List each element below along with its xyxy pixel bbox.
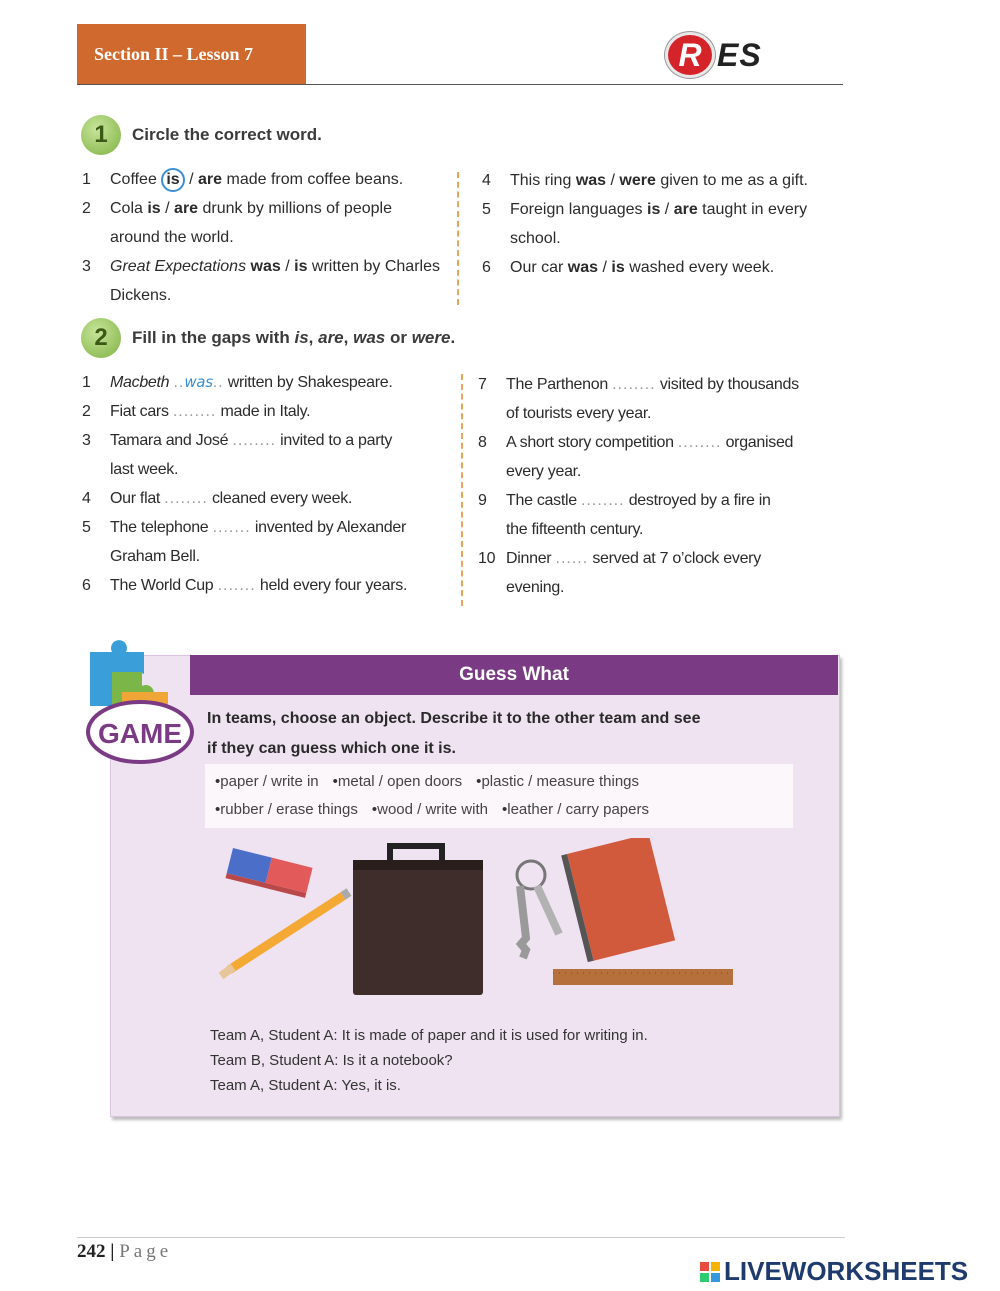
option-word[interactable]: is	[647, 201, 661, 218]
exercise-2-item: 1 Macbeth ..was.. written by Shakespeare.	[82, 373, 393, 391]
exercise-2-right-column	[478, 370, 844, 602]
ruler-image	[553, 969, 733, 985]
gap-answer[interactable]: was	[184, 373, 213, 391]
exercise-2-item: 7 The Parthenon ........ visited by thousands of tourists every year.	[478, 376, 799, 422]
footer-rule	[77, 1237, 845, 1238]
exercise-1-right-column	[482, 166, 842, 282]
gap-blank[interactable]: ........	[612, 376, 656, 393]
exercise-1-title: Circle the correct word.	[132, 125, 322, 144]
exercise-2-item: 2 Fiat cars ........ made in Italy.	[82, 403, 311, 420]
option-word[interactable]: is	[294, 258, 308, 275]
exercise-1-item: 3 Great Expectations was / is written by Charles Dickens.	[82, 258, 440, 304]
option-word[interactable]: is	[147, 200, 161, 217]
word-row	[205, 796, 793, 824]
logo-r-badge: R	[665, 32, 715, 78]
res-logo	[665, 33, 762, 77]
game-puzzle-logo	[82, 632, 197, 767]
gap-blank[interactable]: ......	[555, 550, 589, 567]
word-box	[205, 764, 793, 828]
dialogue-line: Team A, Student A: Yes, it is.	[210, 1077, 401, 1094]
exercise-1-item: 1 Coffee is / are made from coffee beans.	[82, 165, 442, 194]
exercise-2-title: Fill in the gaps with is, are, was or were.	[132, 328, 456, 347]
game-banner-title: Guess What	[190, 655, 838, 695]
answer-circle[interactable]: is	[161, 168, 184, 192]
notebook-image	[561, 838, 675, 962]
dialogue-line: Team B, Student A: Is it a notebook?	[210, 1052, 453, 1069]
exercise-1-item: 2 Cola is / are drunk by millions of people around the world.	[82, 200, 392, 246]
liveworksheets-brand[interactable]	[700, 1256, 968, 1287]
objects-illustration	[215, 838, 745, 1010]
option-word[interactable]: were	[619, 172, 656, 189]
exercise-2-item: 5 The telephone ....... invented by Alexander Graham Bell.	[82, 519, 406, 565]
section-label: Section II – Lesson 7	[77, 24, 306, 84]
exercise-2-item: 8 A short story competition ........ organised every year.	[478, 434, 794, 480]
header-rule	[77, 84, 843, 85]
keys-image	[517, 861, 559, 958]
eraser-image	[226, 848, 313, 898]
gap-blank[interactable]: ........	[232, 432, 276, 449]
dialogue-line: Team A, Student A: It is made of paper and it is used for writing in.	[210, 1027, 648, 1044]
exercise-1-item: 5 Foreign languages is / are taught in every school.	[482, 201, 808, 247]
option-word[interactable]: was	[575, 172, 607, 189]
exercise-2-item: 10 Dinner ...... served at 7 o’clock every evening.	[478, 550, 761, 596]
game-logo-text: GAME	[98, 718, 182, 749]
option-word[interactable]: are	[198, 171, 223, 188]
liveworksheets-text: LIVEWORKSHEETS	[724, 1256, 969, 1286]
exercise-1-badge: 1	[81, 115, 121, 155]
column-divider	[461, 374, 463, 606]
briefcase-image	[353, 846, 483, 995]
option-word[interactable]: was	[567, 259, 599, 276]
word-item: • plastic / measure things	[476, 768, 639, 796]
logo-es-text: ES	[717, 36, 762, 73]
page-number: 242 | Page	[77, 1241, 173, 1262]
word-item: • wood / write with	[372, 796, 488, 824]
word-item: • leather / carry papers	[502, 796, 649, 824]
exercise-1-item: 6 Our car was / is washed every week.	[482, 259, 775, 276]
example-dialogue	[210, 1023, 648, 1098]
gap-blank[interactable]: .......	[217, 577, 256, 594]
gap-blank[interactable]: ........	[172, 403, 217, 420]
liveworksheets-icon	[700, 1262, 720, 1282]
word-item: • paper / write in	[215, 768, 319, 796]
exercise-2-item: 6 The World Cup ....... held every four years.	[82, 577, 408, 594]
option-word[interactable]: are	[673, 201, 698, 218]
gap-blank[interactable]: ........	[677, 434, 722, 451]
exercise-2-item: 9 The castle ........ destroyed by a fire in the fifteenth century.	[478, 492, 771, 538]
exercise-2-item: 4 Our flat ........ cleaned every week.	[82, 490, 353, 507]
gap-blank[interactable]: ........	[164, 490, 208, 507]
gap-blank[interactable]: .......	[212, 519, 251, 536]
column-divider	[457, 172, 459, 305]
option-word[interactable]: is	[611, 259, 625, 276]
exercise-2-item: 3 Tamara and José ........ invited to a party last week.	[82, 432, 393, 478]
exercise-1-left-column	[82, 165, 442, 310]
option-word[interactable]: was	[250, 258, 281, 275]
pencil-image	[221, 892, 349, 976]
game-instructions: In teams, choose an object. Describe it to the other team and see if they can guess which one it is.	[207, 710, 701, 757]
option-word[interactable]: are	[174, 200, 199, 217]
exercise-2-badge: 2	[81, 318, 121, 358]
exercise-1-item: 4 This ring was / were given to me as a gift.	[482, 172, 808, 189]
word-row	[205, 764, 793, 796]
word-item: • metal / open doors	[333, 768, 463, 796]
exercise-2-left-column	[82, 368, 447, 600]
word-item: • rubber / erase things	[215, 796, 358, 824]
gap-blank[interactable]: ........	[580, 492, 625, 509]
